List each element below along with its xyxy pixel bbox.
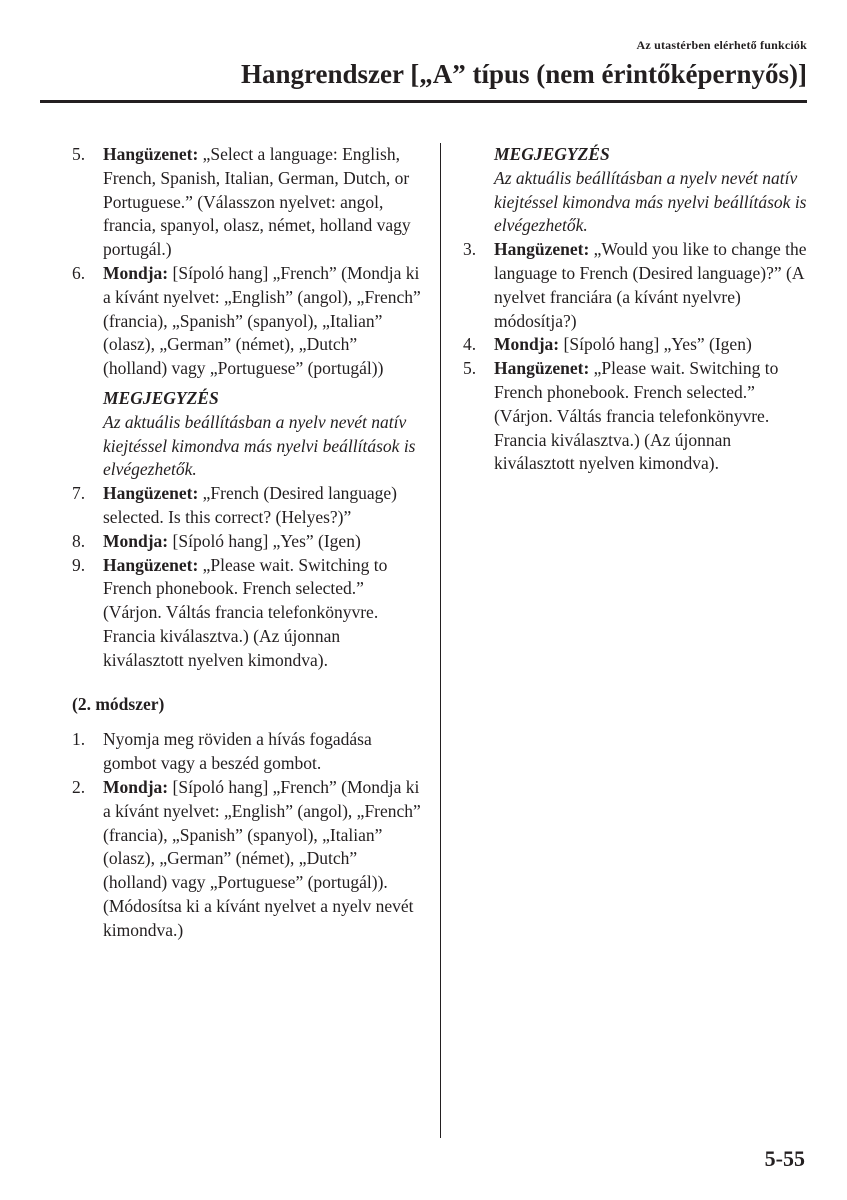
step-label: Mondja: xyxy=(103,262,169,283)
list-item xyxy=(463,333,813,357)
list-item xyxy=(463,357,813,476)
step-text xyxy=(103,143,424,262)
step-list xyxy=(72,482,424,672)
section-label: Az utastérben elérhető funkciók xyxy=(636,38,807,52)
list-item xyxy=(72,482,424,530)
step-list xyxy=(72,143,424,381)
step-number: 1. xyxy=(72,729,86,750)
note-text: Az aktuális beállításban a nyelv nevét natív kiejtéssel kimondva más nyelvi beállítások is elvégezhetők. xyxy=(103,411,416,480)
step-number: 2. xyxy=(72,776,86,797)
step-content: [Sípoló hang] „Yes” (Igen) xyxy=(168,530,361,551)
right-column xyxy=(463,143,813,476)
page-title: Hangrendszer [„A” típus (nem érintőképernyős)] xyxy=(241,59,807,89)
step-content: [Sípoló hang] „French” (Mondja ki a kívánt nyelvet: „English” (angol), „French” (francia), „Spanish” (spanyol), „Italian” (olasz), „German” (német), „Dutch” (holland) vagy „Portuguese” (portugál)) xyxy=(103,262,421,379)
step-content: Nyomja meg röviden a hívás fogadása gombot vagy a beszéd gombot. xyxy=(103,729,372,774)
note-title: MEGJEGYZÉS xyxy=(103,387,219,408)
step-content: [Sípoló hang] „French” (Mondja ki a kívánt nyelvet: „English” (angol), „French” (francia), „Spanish” (spanyol), „Italian” (olasz), „German” (német), „Dutch” (holland) vagy „Portuguese” (portugál)). (Módosítsa ki a kívánt nyelvet a nyelv nevét kimondva.) xyxy=(103,776,421,940)
step-number: 9. xyxy=(72,554,86,575)
step-number: 5. xyxy=(463,358,477,379)
header-rule xyxy=(40,100,807,103)
step-label: Hangüzenet: xyxy=(494,358,590,379)
step-number: 5. xyxy=(72,144,86,164)
step-label: Hangüzenet: xyxy=(103,483,199,504)
step-label: Hangüzenet: xyxy=(103,554,199,575)
step-text xyxy=(494,357,813,476)
step-text xyxy=(494,333,813,357)
step-label: Mondja: xyxy=(494,334,560,355)
list-item xyxy=(72,530,424,554)
step-content: „Please wait. Switching to French phonebook. French selected.” (Várjon. Váltás francia telefonkönyvre. Francia kiválasztva.) (Az újonnan kiválasztott nyelven kimondva). xyxy=(103,554,388,670)
list-item xyxy=(72,728,424,776)
step-text xyxy=(103,262,424,381)
step-number: 4. xyxy=(463,334,477,355)
note-text: Az aktuális beállításban a nyelv nevét natív kiejtéssel kimondva más nyelvi beállítások is elvégezhetők. xyxy=(494,167,807,236)
note-block xyxy=(463,143,813,238)
step-number: 8. xyxy=(72,530,86,551)
list-item xyxy=(72,262,424,381)
list-item xyxy=(463,238,813,333)
step-content: „French (Desired language) selected. Is this correct? (Helyes?)” xyxy=(103,483,398,527)
list-item xyxy=(72,143,424,262)
step-content: „Please wait. Switching to French phonebook. French selected.” (Várjon. Váltás francia telefonkönyvre. Francia kiválasztva.) (Az újonnan kiválasztott nyelven kimondva). xyxy=(494,358,779,474)
step-label: Hangüzenet: xyxy=(494,239,590,260)
list-item xyxy=(72,776,424,943)
step-content: „Select a language: English, French, Spanish, Italian, German, Dutch, or Portuguese.” (Válasszon nyelvet: angol, francia, spanyol, olasz, német, holland vagy portugál.) xyxy=(103,144,411,260)
method-heading: (2. módszer) xyxy=(72,693,165,714)
step-list xyxy=(72,728,424,942)
step-content: „Would you like to change the language to French (Desired language)?” (A nyelvet franciára (a kívánt nyelvre) módosítja?) xyxy=(494,239,807,331)
list-item xyxy=(72,554,424,673)
step-content: [Sípoló hang] „Yes” (Igen) xyxy=(559,334,752,355)
page-number: 5-55 xyxy=(764,1146,805,1171)
step-number: 6. xyxy=(72,262,86,283)
step-text xyxy=(103,728,424,776)
step-text xyxy=(494,238,813,333)
step-text xyxy=(103,530,424,554)
step-list xyxy=(463,238,813,476)
step-label: Hangüzenet: xyxy=(103,144,199,164)
step-text xyxy=(103,554,424,673)
column-divider xyxy=(440,143,441,1138)
step-number: 7. xyxy=(72,483,86,504)
step-number: 3. xyxy=(463,239,477,260)
note-block xyxy=(72,387,424,482)
step-label: Mondja: xyxy=(103,530,169,551)
step-label: Mondja: xyxy=(103,776,169,797)
step-text xyxy=(103,776,424,943)
left-column xyxy=(72,143,424,943)
note-title: MEGJEGYZÉS xyxy=(494,144,610,164)
step-text xyxy=(103,482,424,530)
